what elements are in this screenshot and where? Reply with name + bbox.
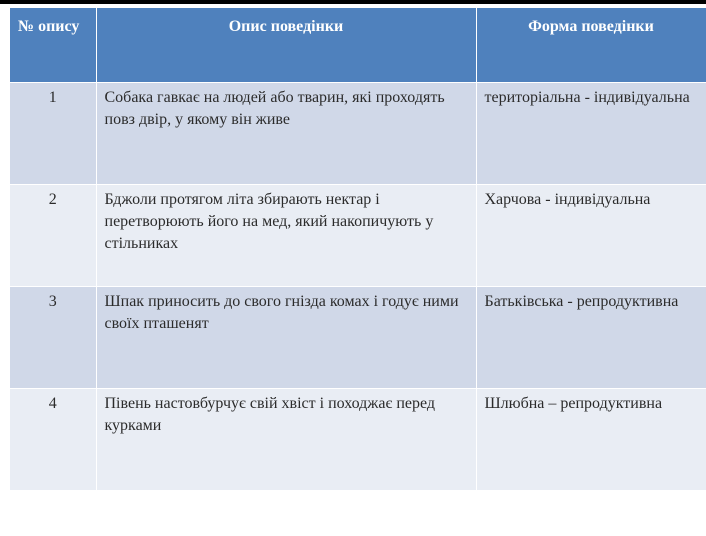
table-row [10, 83, 706, 185]
row-description: Собака гавкає на людей або тварин, які проходять повз двір, у якому він живе [96, 83, 476, 185]
row-number: 4 [10, 389, 96, 491]
header-number: № опису [10, 8, 96, 83]
table-row [10, 389, 706, 491]
header-row [10, 8, 706, 83]
row-description: Шпак приносить до свого гнізда комах і годує ними своїх пташенят [96, 287, 476, 389]
table-row [10, 287, 706, 389]
row-description: Півень настовбурчує свій хвіст і походжає перед курками [96, 389, 476, 491]
header-form: Форма поведінки [476, 8, 706, 83]
behavior-table [10, 8, 706, 491]
row-number: 1 [10, 83, 96, 185]
row-number: 3 [10, 287, 96, 389]
table-row [10, 185, 706, 287]
row-description: Бджоли протягом літа збирають нектар і перетворюють його на мед, який накопичують у стільниках [96, 185, 476, 287]
header-description: Опис поведінки [96, 8, 476, 83]
row-number: 2 [10, 185, 96, 287]
row-form: Харчова - індивідуальна [476, 185, 706, 287]
row-form: територіальна - індивідуальна [476, 83, 706, 185]
row-form: Шлюбна – репродуктивна [476, 389, 706, 491]
top-border [0, 0, 706, 4]
row-form: Батьківська - репродуктивна [476, 287, 706, 389]
